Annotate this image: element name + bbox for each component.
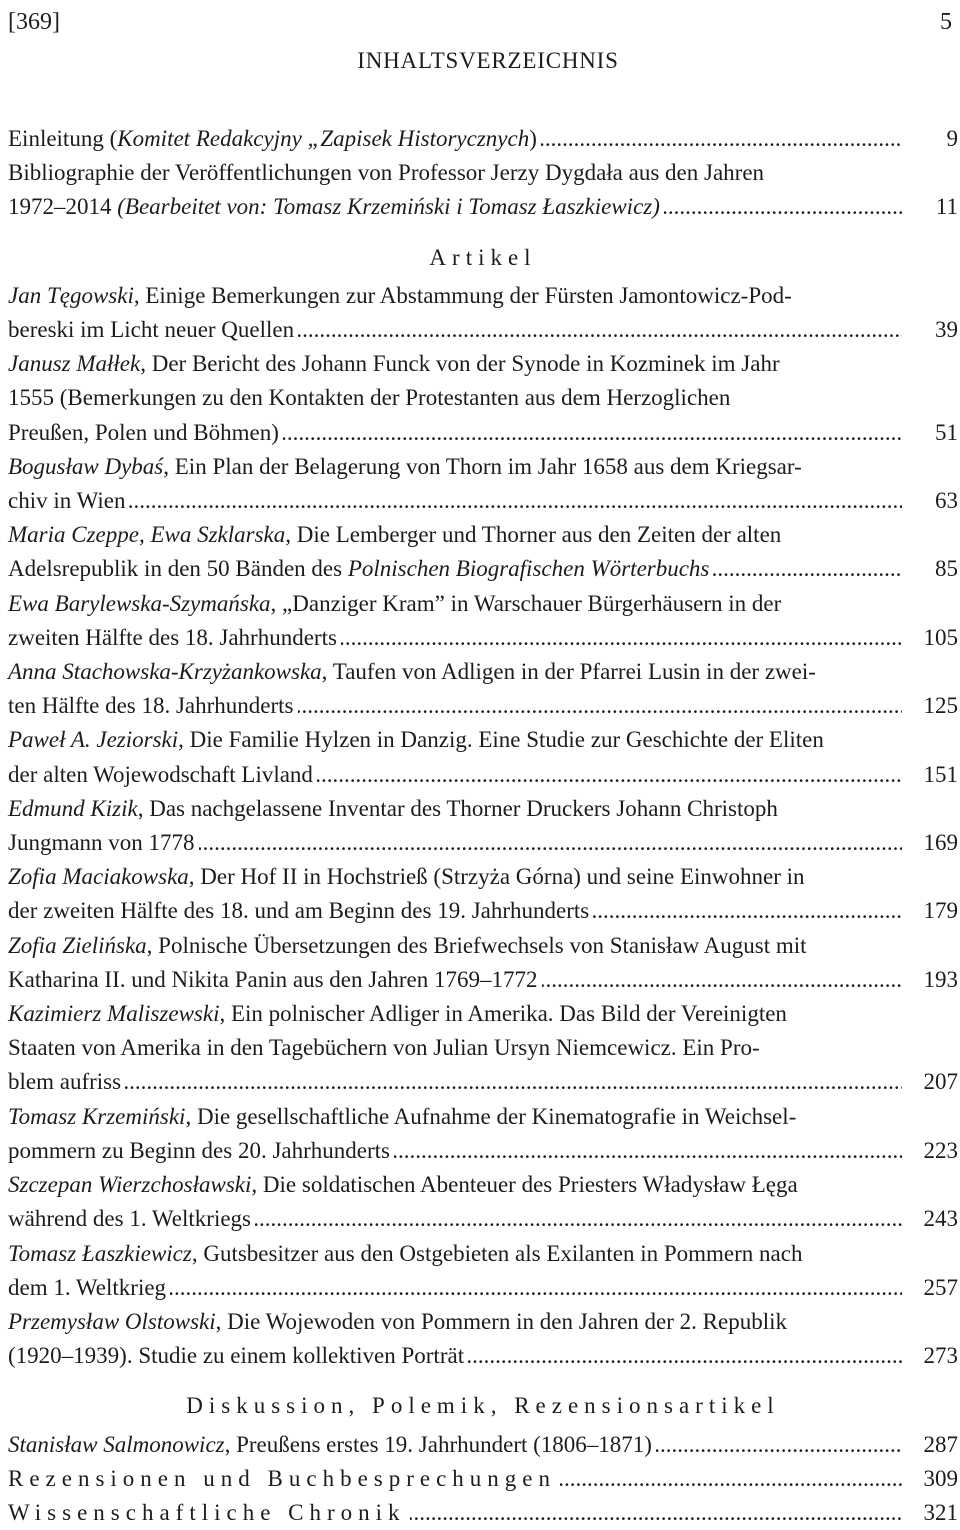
toc-entry-article (8, 1100, 958, 1168)
page-ref: 179 (923, 898, 958, 924)
section-label: Rezensionen und Buchbesprechungen (8, 1465, 557, 1491)
entry-last-line (8, 122, 902, 156)
page-title: INHALTSVERZEICHNIS (357, 48, 619, 73)
italic-text: Komitet Redakcyjny „Zapisek Historycznych (117, 126, 530, 151)
entry-last-line (8, 1462, 902, 1496)
entry-last-line (8, 621, 902, 655)
dot-leader (170, 1271, 902, 1305)
toc-entry-article (8, 518, 958, 586)
toc-entry-front (8, 156, 958, 224)
entry-last-line (8, 1428, 902, 1462)
entry-line: Przemysław Olstowski, Die Wojewoden von Pommern in den Jahren der 2. Republik (8, 1308, 787, 1334)
entry-line: Edmund Kizik, Das nachgelassene Inventar des Thorner Druckers Johann Christoph (8, 795, 778, 821)
section-heading-diskussion: Diskussion, Polemik, Rezensionsartikel (186, 1393, 780, 1419)
dot-leader (298, 689, 902, 723)
entry-text: ten Hälfte des 18. Jahrhunderts (8, 693, 294, 719)
dot-leader (125, 1065, 902, 1099)
toc-entry-article (8, 929, 958, 997)
page-ref: 223 (923, 1137, 958, 1163)
entry-text: Stanisław Salmonowicz, Preußens erstes 19. Jahrhundert (1806–1871) (8, 1431, 652, 1457)
dot-leader (713, 552, 902, 586)
entry-author: Tomasz Krzemiński (8, 1103, 186, 1129)
entry-author: Szczepan Wierzchosławski (8, 1172, 252, 1198)
entry-last-line (8, 1339, 902, 1373)
toc-entry-article (8, 1237, 958, 1305)
entry-author: Jan Tęgowski (8, 282, 134, 308)
dot-leader (560, 1462, 902, 1496)
entry-line: 1555 (Bemerkungen zu den Kontakten der Protestanten aus dem Herzoglichen (8, 385, 731, 411)
entry-author: Ewa Barylewska-Szymańska (8, 590, 271, 616)
entry-text: zweiten Hälfte des 18. Jahrhunderts (8, 624, 337, 650)
entry-author: Bogusław Dybaś (8, 453, 164, 479)
entry-author: Tomasz Łaszkiewicz (8, 1240, 192, 1266)
page-ref: 273 (923, 1343, 958, 1369)
entry-last-line (8, 689, 902, 723)
toc-entry-section (8, 1496, 958, 1530)
toc-entry-article (8, 655, 958, 723)
entry-last-line (8, 963, 902, 997)
entry-line: Janusz Małłek, Der Bericht des Johann Funck von der Synode in Kozminek im Jahr (8, 351, 780, 377)
entry-author: Zofia Maciakowska (8, 864, 189, 890)
page-ref: 257 (923, 1274, 958, 1300)
toc-entry-front (8, 122, 958, 156)
entry-line: Tomasz Krzemiński, Die gesellschaftliche Aufnahme der Kinematografie in Weichsel- (8, 1103, 797, 1129)
entry-author: Przemysław Olstowski (8, 1308, 216, 1334)
entry-author: Edmund Kizik (8, 795, 138, 821)
dot-leader (255, 1202, 902, 1236)
dot-leader (410, 1496, 902, 1530)
entry-text: Einleitung (Komitet Redakcyjny „Zapisek Historycznych) (8, 126, 537, 151)
entry-last-line (8, 826, 902, 860)
table-of-contents (8, 122, 958, 1530)
entry-author: Maria Czeppe, Ewa Szklarska (8, 522, 286, 548)
entry-line: Anna Stachowska-Krzyżankowska, Taufen von Adligen in der Pfarrei Lusin in der zwei- (8, 659, 816, 685)
entry-text: Adelsrepublik in den 50 Bänden des Polnischen Biografischen Wörterbuchs (8, 556, 710, 582)
toc-entry-article (8, 723, 958, 791)
page-ref: 151 (923, 761, 958, 787)
entry-text: der alten Wojewodschaft Livland (8, 761, 313, 787)
entry-author: Janusz Małłek (8, 351, 141, 377)
dot-leader (468, 1339, 902, 1373)
entry-last-line (8, 1202, 902, 1236)
entry-text: dem 1. Weltkrieg (8, 1274, 167, 1300)
toc-entry-article (8, 997, 958, 1100)
entry-text: Katharina II. und Nikita Panin aus den Jahren 1769–1772 (8, 966, 538, 992)
toc-entry-article (8, 587, 958, 655)
entry-text: chiv in Wien (8, 488, 126, 514)
entry-text: blem aufriss (8, 1069, 122, 1095)
entry-last-line (8, 313, 902, 347)
entry-line: Zofia Zielińska, Polnische Übersetzungen des Briefwechsels von Stanisław August mit (8, 932, 807, 958)
entry-text: bereski im Licht neuer Quellen (8, 317, 295, 343)
entry-last-line (8, 416, 902, 450)
page-ref: 207 (923, 1069, 958, 1095)
dot-leader (593, 894, 902, 928)
dot-leader (199, 826, 902, 860)
entry-line: Maria Czeppe, Ewa Szklarska, Die Lemberger und Thorner aus den Zeiten der alten (8, 522, 782, 548)
entry-line: Zofia Maciakowska, Der Hof II in Hochstrieß (Strzyża Górna) und seine Einwohner in (8, 864, 805, 890)
page-ref: 105 (923, 624, 958, 650)
page-ref: 11 (935, 194, 958, 220)
entry-last-line (8, 552, 902, 586)
dot-leader (298, 313, 902, 347)
entry-text: Preußen, Polen und Böhmen) (8, 419, 279, 445)
page-code: [369] (8, 8, 60, 35)
entry-text: pommern zu Beginn des 20. Jahrhunderts (8, 1137, 390, 1163)
entry-last-line (8, 484, 902, 518)
section-heading-artikel: Artikel (429, 244, 537, 270)
page-ref: 169 (923, 830, 958, 856)
toc-entry-article (8, 450, 958, 518)
entry-text: (1920–1939). Studie zu einem kollektiven Porträt (8, 1343, 465, 1369)
entry-line: Jan Tęgowski, Einige Bemerkungen zur Abstammung der Fürsten Jamontowicz-Pod- (8, 282, 792, 308)
page-ref: 243 (923, 1206, 958, 1232)
toc-entry-article (8, 792, 958, 860)
entry-last-line (8, 1271, 902, 1305)
entry-line: Bibliographie der Veröffentlichungen von Professor Jerzy Dygdała aus den Jahren (8, 160, 765, 186)
entry-line: Bogusław Dybaś, Ein Plan der Belagerung von Thorn im Jahr 1658 aus dem Kriegsar- (8, 453, 802, 479)
toc-entry-article (8, 1305, 958, 1373)
entry-last-line (8, 1134, 902, 1168)
page-header (8, 4, 952, 40)
page-number: 5 (940, 8, 952, 35)
page-ref: 85 (935, 556, 958, 582)
dot-leader (283, 416, 902, 450)
page-ref: 321 (923, 1499, 958, 1525)
dot-leader (542, 963, 902, 997)
entry-text: 1972–2014 (Bearbeitet von: Tomasz Krzemiński i Tomasz Łaszkiewicz) (8, 194, 660, 220)
toc-entry-article (8, 279, 958, 347)
page-ref: 125 (923, 693, 958, 719)
entry-last-line (8, 894, 902, 928)
dot-leader (656, 1428, 902, 1462)
dot-leader (394, 1134, 902, 1168)
entry-last-line (8, 758, 902, 792)
entry-author: Kazimierz Maliszewski (8, 1001, 220, 1027)
entry-line: Szczepan Wierzchosławski, Die soldatischen Abenteuer des Priesters Władysław Łęga (8, 1172, 798, 1198)
entry-text: der zweiten Hälfte des 18. und am Beginn des 19. Jahrhunderts (8, 898, 590, 924)
toc-entry-article (8, 860, 958, 928)
page-ref: 63 (935, 488, 958, 514)
entry-line: Kazimierz Maliszewski, Ein polnischer Adliger in Amerika. Das Bild der Vereinigten (8, 1001, 787, 1027)
toc-entry-section (8, 1462, 958, 1496)
toc-entry-article (8, 1168, 958, 1236)
dot-leader (317, 758, 902, 792)
page-ref: 287 (923, 1431, 958, 1457)
page-ref: 193 (923, 966, 958, 992)
page-ref: 9 (946, 126, 958, 151)
dot-leader (129, 484, 902, 518)
entry-line: Paweł A. Jeziorski, Die Familie Hylzen in Danzig. Eine Studie zur Geschichte der Eliten (8, 727, 824, 753)
dot-leader (541, 122, 902, 156)
entry-author: Zofia Zielińska (8, 932, 147, 958)
entry-line: Ewa Barylewska-Szymańska, „Danziger Kram” in Warschauer Bürgerhäusern in der (8, 590, 782, 616)
page-ref: 51 (935, 419, 958, 445)
entry-text: Jungmann von 1778 (8, 830, 195, 856)
italic-text: Stanisław Salmonowicz (8, 1431, 225, 1457)
entry-line: Staaten von Amerika in den Tagebüchern von Julian Ursyn Niemcewicz. Ein Pro- (8, 1035, 760, 1061)
page-ref: 309 (923, 1465, 958, 1491)
entry-author: Anna Stachowska-Krzyżankowska (8, 659, 322, 685)
dot-leader (341, 621, 902, 655)
toc-entry-article (8, 347, 958, 450)
entry-text: während des 1. Weltkriegs (8, 1206, 251, 1232)
toc-entry-discussion (8, 1428, 958, 1462)
italic-text: Polnischen Biografischen Wörterbuchs (347, 556, 710, 582)
dot-leader (664, 190, 902, 224)
page-ref: 39 (935, 317, 958, 343)
section-label: Wissenschaftliche Chronik (8, 1499, 406, 1525)
italic-text: (Bearbeitet von: Tomasz Krzemiński i Tomasz Łaszkiewicz) (117, 194, 660, 220)
entry-author: Paweł A. Jeziorski (8, 727, 179, 753)
entry-last-line (8, 190, 902, 224)
entry-last-line (8, 1065, 902, 1099)
entry-line: Tomasz Łaszkiewicz, Gutsbesitzer aus den Ostgebieten als Exilanten in Pommern nach (8, 1240, 803, 1266)
entry-last-line (8, 1496, 902, 1530)
